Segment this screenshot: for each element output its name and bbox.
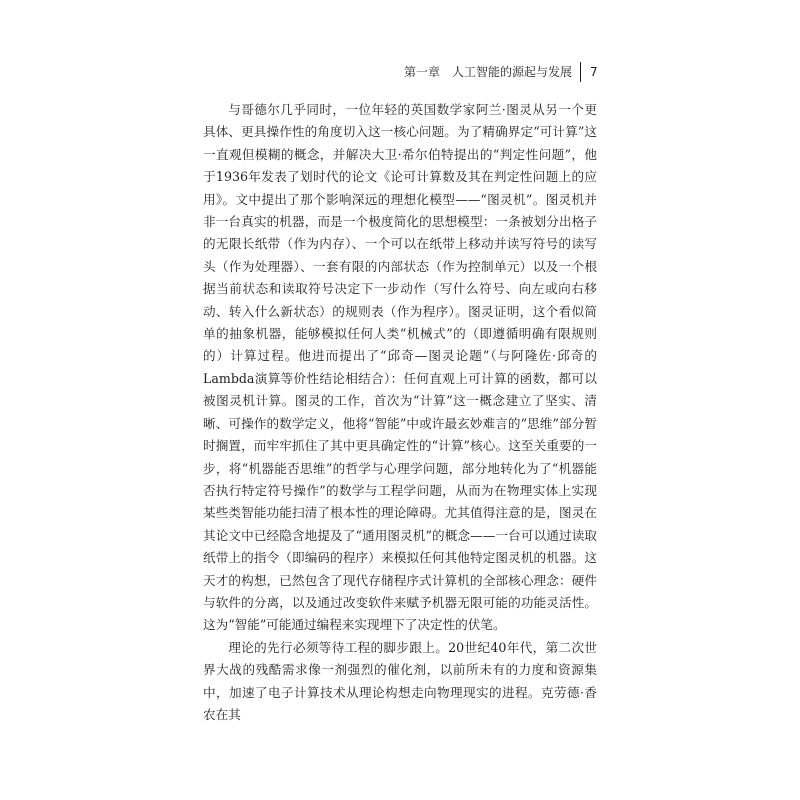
paragraph: 与哥德尔几乎同时，一位年轻的英国数学家阿兰·图灵从另一个更具体、更具操作性的角度切入这一核心问题。为了精确界定“可计算”这一直观但模糊的概念，并解决大卫·希尔伯特提出的“判定性问题”，他于1936年发表了划时代的论文《论可计算数及其在判定性问题上的应用》。文中提出了那个影响深远的理想化模型——“图灵机”。图灵机并非一台真实的机器，而是一个极度简化的思想模型：一条被划分出格子的无限长纸带（作为内存）、一个可以在纸带上移动并读写符号的读写头（作为处理器）、一套有限的内部状态（作为控制单元）以及一个根据当前状态和读取符号决定下一步动作（写什么符号、向左或向右移动、转入什么新状态）的规则表（作为程序）。图灵证明，这个看似简单的抽象机器，能够模拟任何人类“机械式”的（即遵循明确有限规则的）计算过程。他进而提出了“邱奇—图灵论题”（与阿隆佐·邱奇的Lambda演算等价性结论相结合）：任何直观上可计算的函数，都可以被图灵机计算。图灵的工作，首次为“计算”这一概念建立了坚实、清晰、可操作的数学定义，他将“智能”中或许最玄妙难言的“思维”部分暂时搁置，而牢牢抓住了其中更具确定性的“计算”核心。这至关重要的一步，将“机器能否思维”的哲学与心理学问题，部分地转化为了“机器能否执行特定符号操作”的数学与工程学问题，从而为在物理实体上实现某些类智能功能扫清了根本性的理论障碍。尤其值得注意的是，图灵在其论文中已经隐含地提及了“通用图灵机”的概念——一台可以通过读取纸带上的指令（即编码的程序）来模拟任何其他特定图灵机的机器。这天才的构想，已然包含了现代存储程序式计算机的全部核心理念：硬件与软件的分离，以及通过改变软件来赋予机器无限可能的功能灵活性。这为“智能”可能通过编程来实现埋下了决定性的伏笔。 bbox=[203, 102, 597, 633]
paragraph: 理论的先行必须等待工程的脚步跟上。20世纪40年代，第二次世界大战的残酷需求像一剂强烈的催化剂，以前所未有的力度和资源集中，加速了电子计算技术从理论构想走向物理现实的进程。克劳德·香农在其 bbox=[203, 639, 597, 722]
running-header bbox=[380, 60, 620, 84]
header-divider bbox=[580, 62, 581, 82]
body-text bbox=[203, 99, 597, 726]
chapter-title: 第一章 人工智能的源起与发展 bbox=[403, 65, 572, 79]
page-number: 7 bbox=[590, 65, 598, 79]
